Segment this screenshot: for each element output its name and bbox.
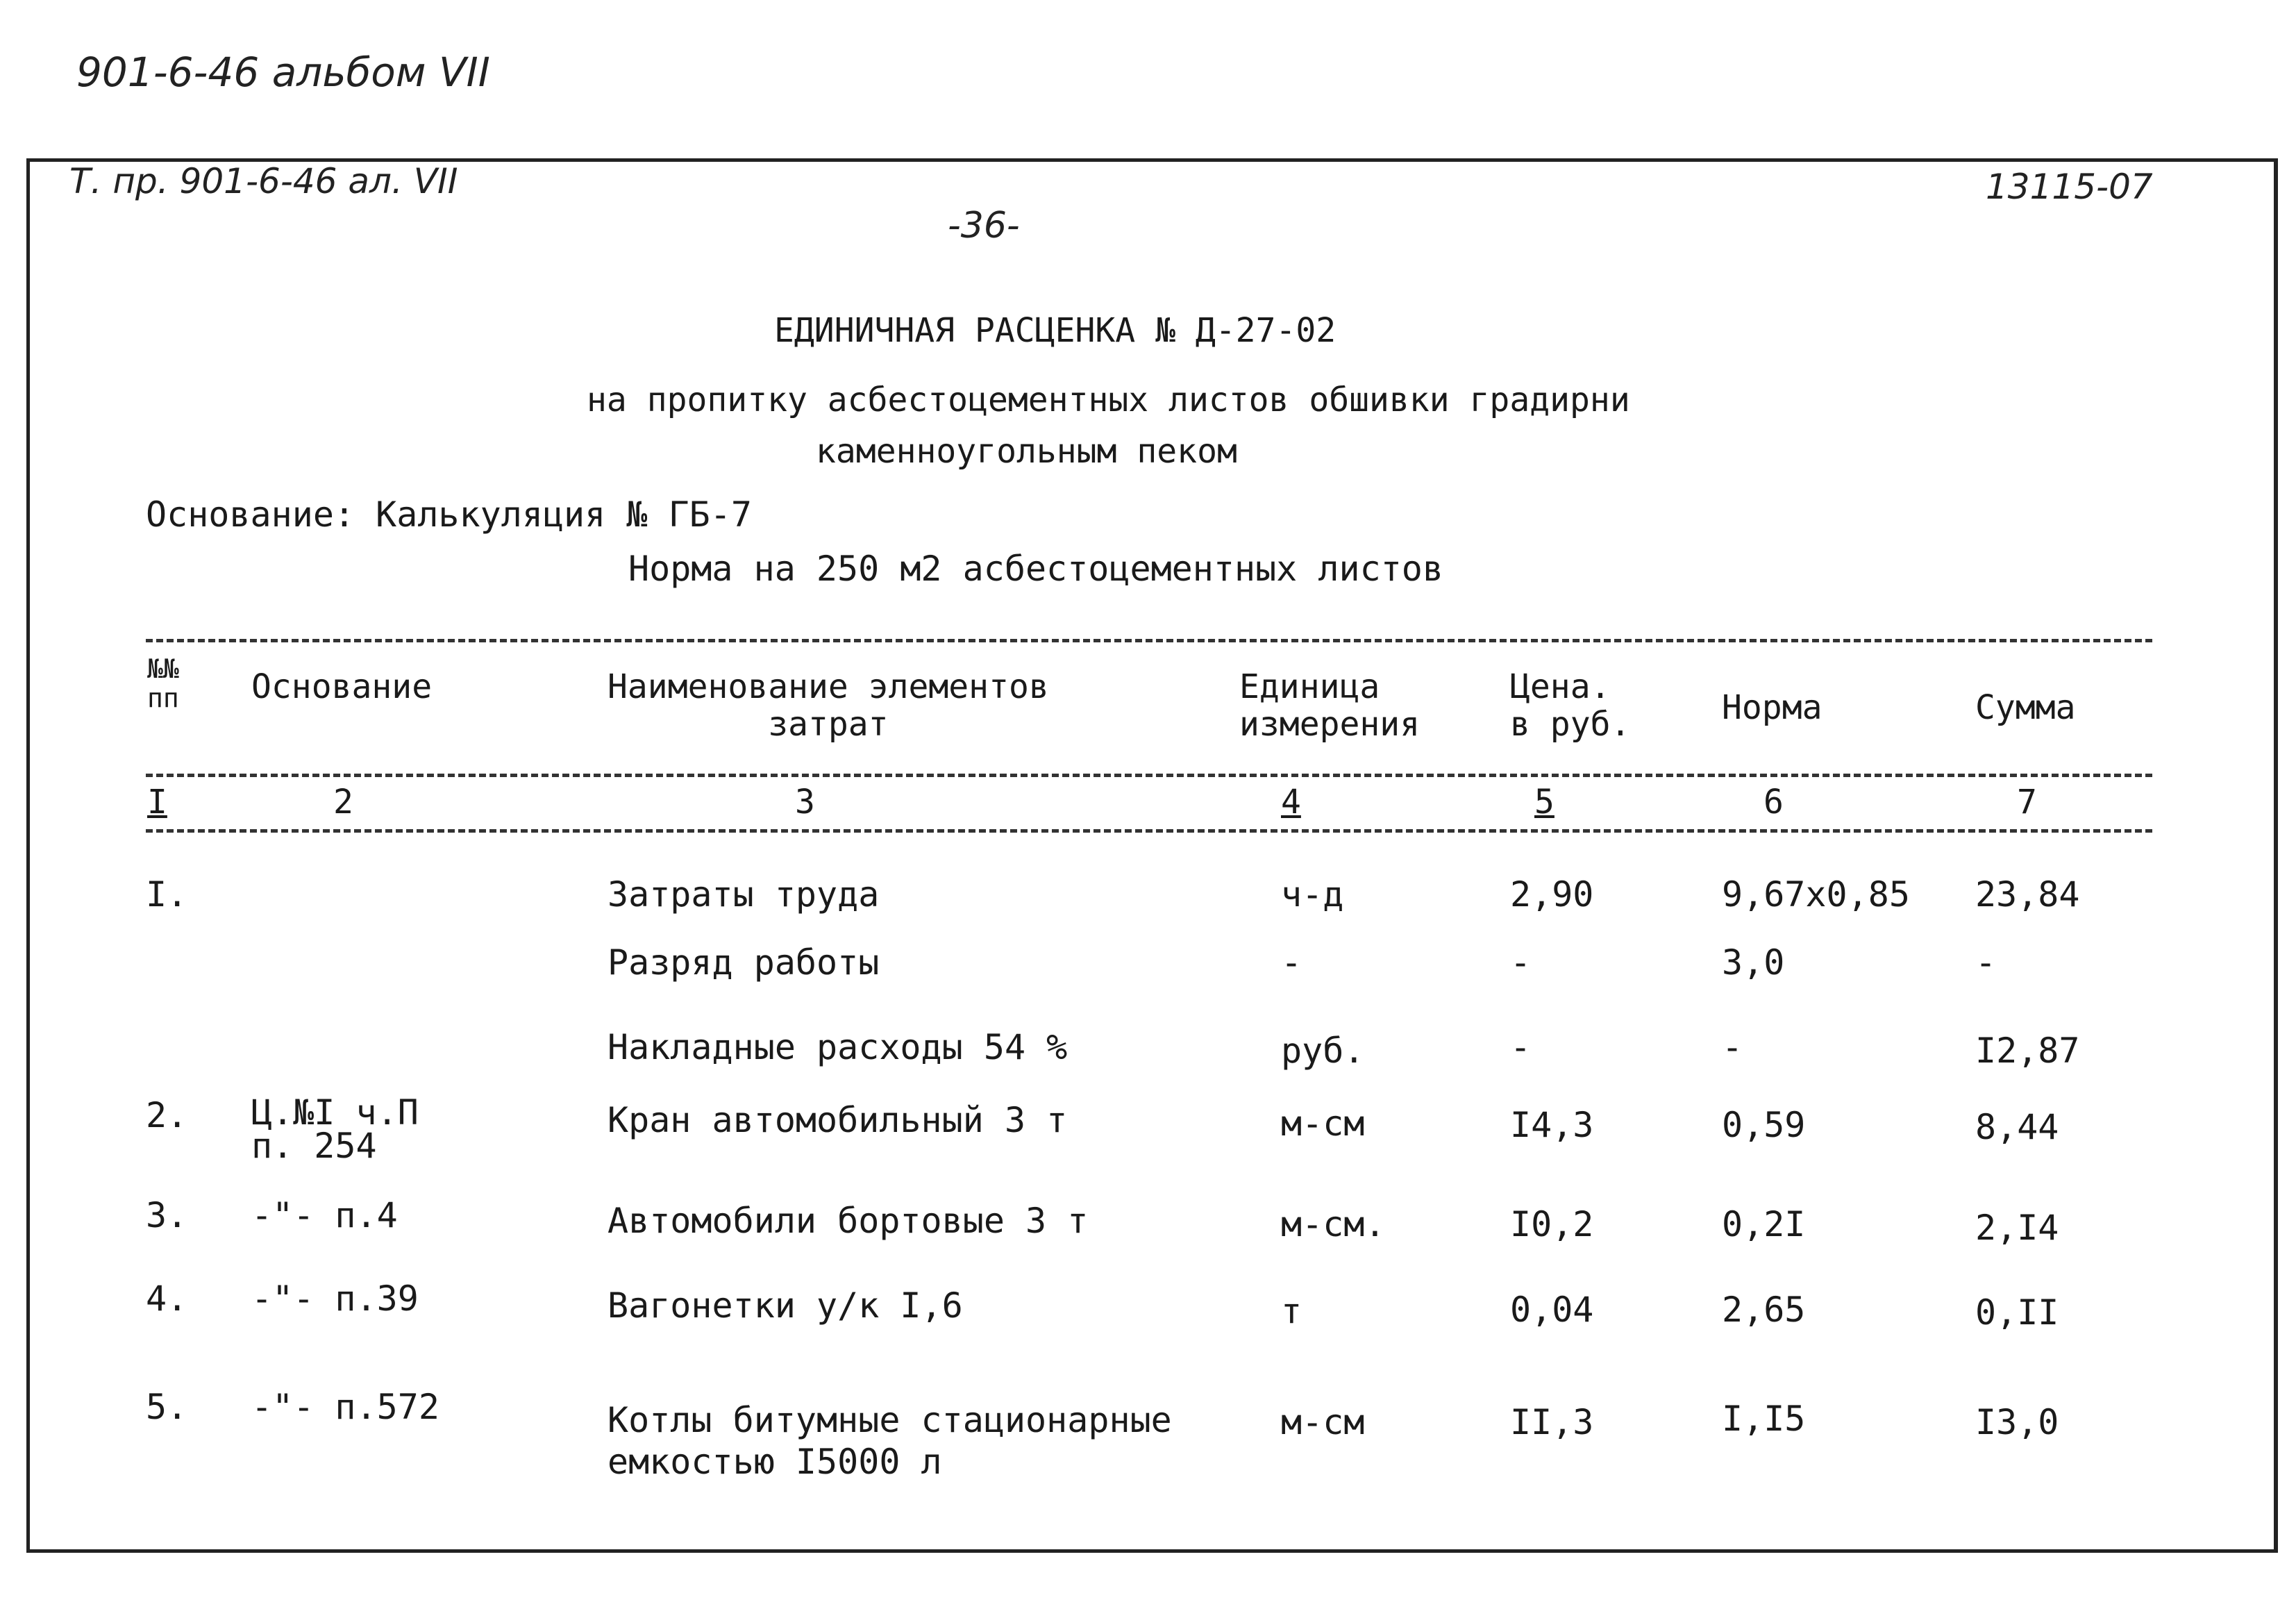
row-name: Вагонетки у/к I,6	[607, 1285, 963, 1326]
row-sum: 2,I4	[1975, 1208, 2059, 1248]
header-price: Цена. в руб.	[1510, 667, 1631, 744]
row-price: 0,04	[1510, 1290, 1594, 1330]
row-number: 3.	[146, 1195, 188, 1235]
header-number: №№ пп	[147, 653, 179, 713]
document-subtitle-line1: на пропитку асбестоцементных листов обшивки градирни	[587, 381, 1630, 419]
table-rule-header	[146, 774, 2152, 777]
row-unit: м-см.	[1281, 1204, 1386, 1244]
column-number-1: I	[147, 783, 167, 822]
row-name: Кран автомобильный 3 т	[607, 1100, 1068, 1140]
row-basis: -"- п.39	[251, 1278, 419, 1319]
row-sum: 8,44	[1975, 1107, 2059, 1147]
row-norm: 0,2I	[1722, 1204, 1806, 1244]
table-rule-numbers	[146, 829, 2152, 833]
project-reference-handwritten: Т. пр. 901-6-46 ал. VII	[69, 161, 458, 201]
document-subtitle-line2: каменноугольным пеком	[816, 432, 1237, 471]
header-basis: Основание	[251, 667, 433, 706]
row-number: 4.	[146, 1278, 188, 1319]
row-norm: 0,59	[1722, 1105, 1806, 1145]
row-price: II,3	[1510, 1402, 1594, 1442]
basis-line: Основание: Калькуляция № ГБ-7	[146, 494, 752, 535]
header-unit: Единица измерения	[1239, 667, 1421, 744]
row-price: -	[1510, 942, 1532, 983]
row-sum: 0,II	[1975, 1292, 2059, 1333]
column-number-6: 6	[1763, 783, 1784, 822]
row-norm: 9,67х0,85	[1722, 874, 1910, 915]
row-norm: -	[1722, 1027, 1743, 1067]
row-norm: 2,65	[1722, 1290, 1806, 1330]
header-norm: Норма	[1722, 688, 1822, 727]
page-frame	[26, 158, 2278, 1553]
row-name: Автомобили бортовые 3 т	[607, 1201, 1089, 1241]
column-number-4: 4	[1281, 783, 1301, 822]
row-number: 2.	[146, 1095, 188, 1135]
row-number: I.	[146, 874, 188, 915]
row-unit: руб.	[1281, 1031, 1365, 1071]
row-price: -	[1510, 1027, 1532, 1067]
row-name: Котлы битумные стационарные емкостью I5000 л	[607, 1400, 1172, 1482]
row-unit: м-см	[1281, 1103, 1365, 1144]
column-number-5: 5	[1534, 783, 1555, 822]
row-name: Накладные расходы 54 %	[607, 1027, 1068, 1067]
row-price: I4,3	[1510, 1105, 1594, 1145]
row-sum: I3,0	[1975, 1402, 2059, 1442]
row-basis: -"- п.572	[251, 1387, 439, 1427]
row-unit: м-см	[1281, 1402, 1365, 1442]
header-sum: Сумма	[1975, 688, 2076, 727]
page-number: -36-	[948, 205, 1020, 247]
row-unit: -	[1281, 942, 1302, 983]
norm-line: Норма на 250 м2 асбестоцементных листов	[628, 549, 1443, 589]
document-title: ЕДИНИЧНАЯ РАСЦЕНКА № Д-27-02	[774, 311, 1336, 350]
row-name: Затраты труда	[607, 874, 880, 915]
album-reference-handwritten: 901-6-46 альбом VII	[76, 49, 490, 96]
table-rule-top	[146, 639, 2152, 642]
row-sum: -	[1975, 942, 1997, 983]
row-price: I0,2	[1510, 1204, 1594, 1244]
row-number: 5.	[146, 1387, 188, 1427]
column-number-3: 3	[795, 783, 815, 822]
header-name: Наименование элементов затрат	[607, 667, 1049, 744]
row-unit: ч-д	[1281, 874, 1344, 915]
column-number-2: 2	[333, 783, 353, 822]
row-sum: I2,87	[1975, 1031, 2080, 1071]
row-norm: I,I5	[1722, 1399, 1806, 1439]
row-sum: 23,84	[1975, 874, 2080, 915]
row-price: 2,90	[1510, 874, 1594, 915]
sheet-code-handwritten: 13115-07	[1986, 167, 2153, 207]
column-number-7: 7	[2017, 783, 2037, 822]
row-unit: т	[1281, 1291, 1302, 1331]
row-name: Разряд работы	[607, 942, 880, 983]
row-basis: -"- п.4	[251, 1195, 398, 1235]
row-basis: Ц.№I ч.П п. 254	[251, 1092, 419, 1166]
row-norm: 3,0	[1722, 942, 1785, 983]
